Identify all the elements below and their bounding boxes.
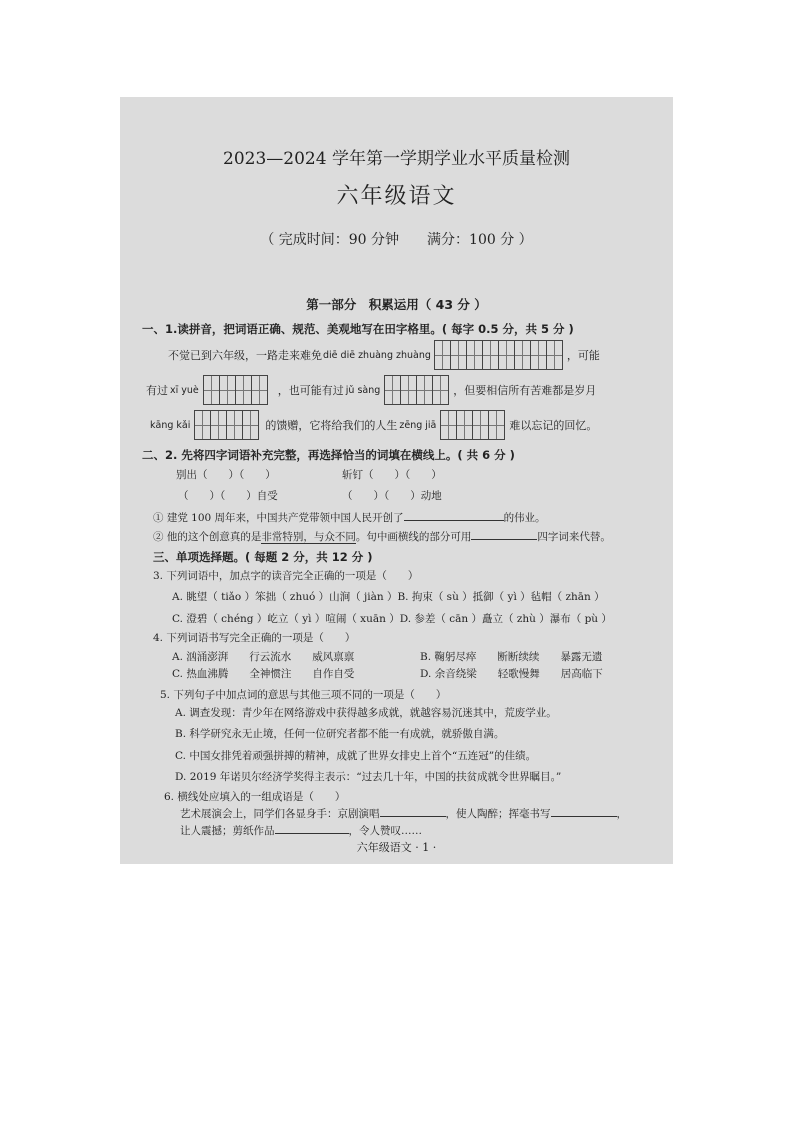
q5-option-a[interactable]: A. 调查发现：青少年在网络游戏中获得越多成就，就越容易沉迷其中，荒废学业。 <box>175 707 557 719</box>
grid-cell[interactable] <box>515 341 531 369</box>
q3-stem: 3. 下列词语中，加点字的读音完全正确的一项是（ ） <box>153 570 419 582</box>
answer-blank[interactable] <box>275 823 349 834</box>
q2-text: 四字词来代替。 <box>537 531 611 543</box>
q2-text: ② 他的这个创意真的是 <box>153 531 262 543</box>
page-footer: 六年级语文 · 1 · <box>356 841 437 854</box>
q6-text: ，令人赞叹…… <box>348 825 422 837</box>
q4-option-d[interactable]: D. 余音绕梁 轻歌慢舞 居高临下 <box>420 668 603 680</box>
q3-option-ab[interactable]: A. 眺望（ tiǎo ）笨拙（ zhuó ）山涧（ jiàn ）B. 拘束（ sù ）抵御（ yì ）毡帽（ zhān ） <box>172 591 605 603</box>
q1-heading: 一、1.读拼音，把词语正确、规范、美观地写在田字格里。( 每字 0.5 分，共 5 分 ) <box>142 322 574 336</box>
idiom-blank[interactable]: （ ）（ ）动地 <box>342 490 442 502</box>
q6-line2 <box>180 823 422 838</box>
grid-cell[interactable] <box>236 376 252 404</box>
tianzige-grid[interactable] <box>440 410 505 440</box>
grid-cell[interactable] <box>473 411 489 439</box>
q4-option-b[interactable]: B. 鞠躬尽瘁 断断续续 暴露无遗 <box>420 651 603 663</box>
grid-cell[interactable] <box>483 341 499 369</box>
grid-cell[interactable] <box>227 411 243 439</box>
q6-text: 艺术展演会上，同学们各显身手：京剧演唱 <box>180 808 380 820</box>
q1-text: ，可能 <box>566 349 600 362</box>
q6-text: ，使人陶醉；挥毫书写 <box>445 808 551 820</box>
pinyin: kāng kǎi <box>150 419 191 431</box>
grid-cell[interactable] <box>195 411 211 439</box>
answer-blank[interactable] <box>380 806 446 817</box>
tianzige-grid[interactable] <box>194 410 259 440</box>
q5-option-b[interactable]: B. 科学研究永无止境，任何一位研究者都不能一有成就，就骄傲自满。 <box>175 728 505 740</box>
time-limit: （ 完成时间：90 分钟 <box>260 232 400 248</box>
tianzige-grid[interactable] <box>203 375 268 405</box>
underlined-phrase: 非常特别，与众不同 <box>261 531 356 543</box>
grid-cell[interactable] <box>547 341 562 369</box>
q6-text: ， <box>616 808 627 820</box>
q6-line1 <box>180 806 627 821</box>
q2-sentence-2 <box>153 529 611 544</box>
q1-text: 有过 <box>146 384 168 397</box>
q1-text: ，但要相信所有苦难都是岁月 <box>453 384 597 397</box>
grid-cell[interactable] <box>417 376 433 404</box>
q2-text: 。句中画横线的部分可用 <box>355 531 472 543</box>
q5-option-d[interactable]: D. 2019 年诺贝尔经济学奖得主表示：“过去几十年，中国的扶贫成就令世界瞩目。” <box>175 771 562 783</box>
grid-cell[interactable] <box>467 341 483 369</box>
q1-text: 的馈赠，它将给我们的人生 <box>265 419 398 432</box>
q4-option-a[interactable]: A. 汹涌澎湃 行云流水 威风禀禀 <box>172 651 355 663</box>
q1-text: ，也可能有过 <box>277 384 344 397</box>
exam-meta <box>120 229 673 249</box>
grid-cell[interactable] <box>435 341 451 369</box>
q1-line1 <box>168 340 600 370</box>
q3-option-cd[interactable]: C. 澄碧（ chéng ）屹立（ yì ）喧闹（ xuān ）D. 参差（ cān ）矗立（ zhù ）瀑布（ pù ） <box>172 613 612 625</box>
grid-cell[interactable] <box>433 376 448 404</box>
part-heading: 第一部分 积累运用（ 43 分 ） <box>306 297 487 312</box>
grid-cell[interactable] <box>220 376 236 404</box>
exam-paper <box>120 97 673 864</box>
q6-text: 让人震撼；剪纸作品 <box>180 825 275 837</box>
grid-cell[interactable] <box>441 411 457 439</box>
grid-cell[interactable] <box>385 376 401 404</box>
pinyin: xī yuè <box>170 384 199 396</box>
pinyin: jǔ sàng <box>345 384 381 396</box>
q6-stem: 6. 横线处应填入的一组成语是（ ） <box>164 791 346 803</box>
answer-blank[interactable] <box>404 510 504 521</box>
grid-cell[interactable] <box>451 341 467 369</box>
pinyin: diē diē zhuàng zhuàng <box>323 349 431 361</box>
tianzige-grid[interactable] <box>434 340 563 370</box>
q2-sentence-1 <box>153 510 546 525</box>
q4-stem: 4. 下列词语书写完全正确的一项是（ ） <box>153 632 356 644</box>
idiom-blank[interactable]: 斩钉（ ）（ ） <box>342 469 442 481</box>
grid-cell[interactable] <box>457 411 473 439</box>
q3-heading: 三、单项选择题。( 每题 2 分，共 12 分 ) <box>153 550 373 564</box>
q2-text: 的伟业。 <box>503 512 546 524</box>
tianzige-grid[interactable] <box>384 375 449 405</box>
grid-cell[interactable] <box>252 376 267 404</box>
q5-stem: 5. 下列句子中加点词的意思与其他三项不同的一项是（ ） <box>160 689 447 701</box>
q2-heading: 二、2. 先将四字词语补充完整，再选择恰当的词填在横线上。( 共 6 分 ) <box>142 448 515 462</box>
q2-text: ① 建党 100 周年来，中国共产党带领中国人民开创了 <box>153 512 404 524</box>
full-score: 满分：100 分 ） <box>427 232 533 248</box>
q1-text: 不觉已到六年级，一路走来难免 <box>168 349 322 362</box>
grid-cell[interactable] <box>204 376 220 404</box>
grid-cell[interactable] <box>243 411 258 439</box>
q1-text: 难以忘记的回忆。 <box>509 419 598 432</box>
q1-line2 <box>146 375 596 405</box>
grid-cell[interactable] <box>489 411 504 439</box>
grid-cell[interactable] <box>531 341 547 369</box>
grid-cell[interactable] <box>211 411 227 439</box>
idiom-blank[interactable]: 别出（ ）（ ） <box>176 469 276 481</box>
pinyin: zēng jiā <box>399 419 437 431</box>
q1-line3 <box>150 410 597 440</box>
answer-blank[interactable] <box>471 529 537 540</box>
idiom-blank[interactable]: （ ）（ ）自受 <box>178 490 278 502</box>
answer-blank[interactable] <box>551 806 617 817</box>
grid-cell[interactable] <box>499 341 515 369</box>
exam-subject: 六年级语文 <box>336 184 457 209</box>
q4-option-c[interactable]: C. 热血沸腾 全神惯注 自作自受 <box>172 668 355 680</box>
grid-cell[interactable] <box>401 376 417 404</box>
exam-title: 2023—2024 学年第一学期学业水平质量检测 <box>223 149 570 169</box>
q5-option-c[interactable]: C. 中国女排凭着顽强拼搏的精神，成就了世界女排史上首个“五连冠”的佳绩。 <box>175 750 537 762</box>
